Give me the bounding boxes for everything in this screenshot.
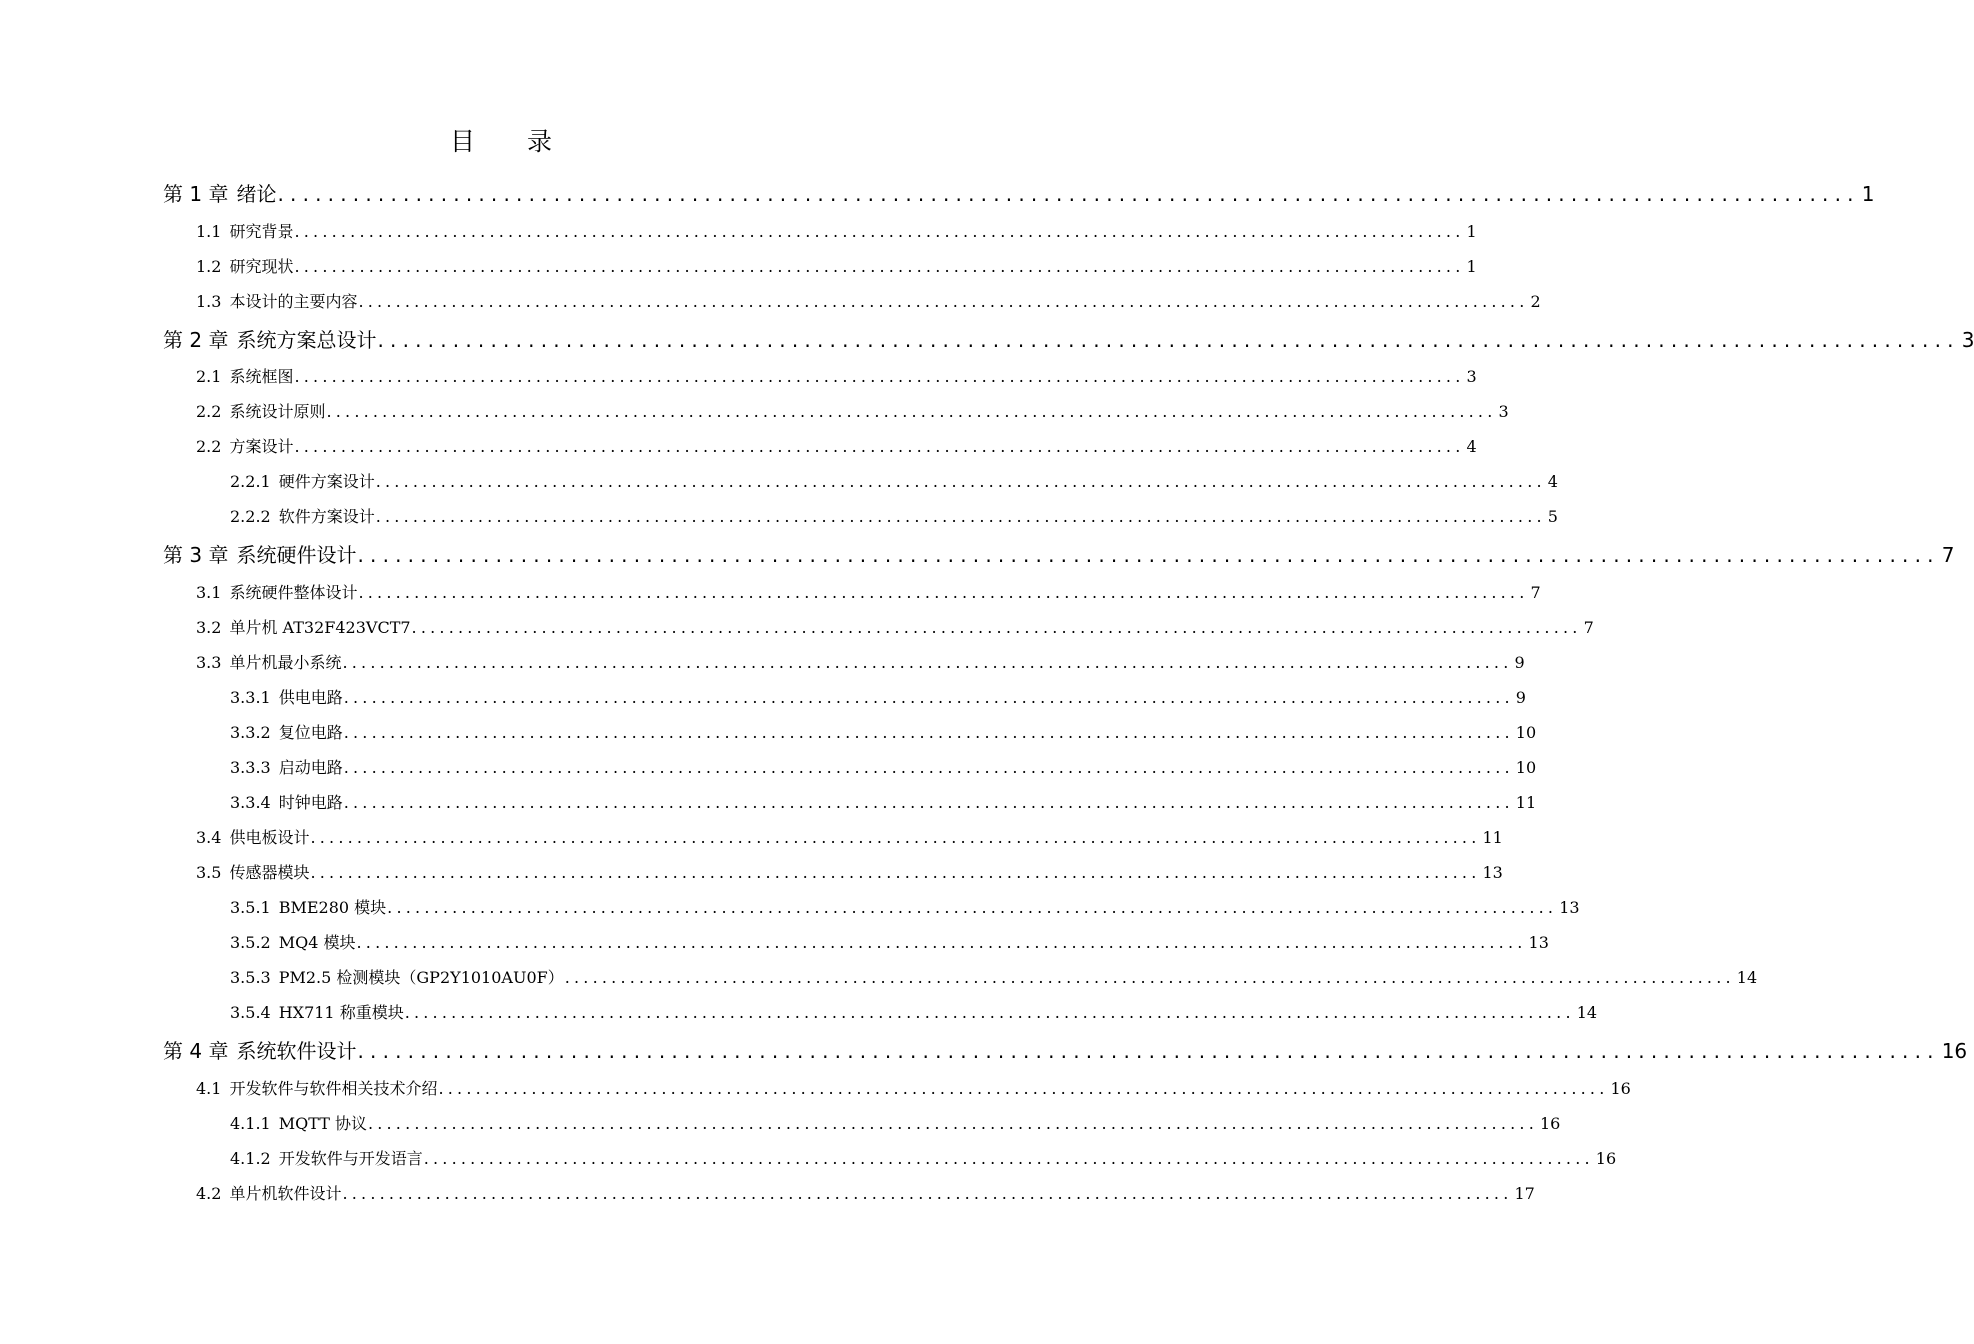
toc-entry-3-3-3[interactable]: 3.3.3 启动电路 .............................................................................................................................. 10 [230, 758, 1537, 777]
toc-entry-2-2[interactable]: 2.2 系统设计原则 .............................................................................................................................. 3 [196, 402, 1509, 421]
toc-entry-3-3[interactable]: 3.3 单片机最小系统 .............................................................................................................................. 9 [196, 653, 1525, 672]
toc-entry-2-2-2[interactable]: 2.2.2 软件方案设计 .............................................................................................................................. 5 [230, 507, 1558, 526]
toc-entry-3-4[interactable]: 3.4 供电板设计 .............................................................................................................................. 11 [196, 828, 1503, 847]
toc-entry-3-3-4[interactable]: 3.3.4 时钟电路 .............................................................................................................................. 11 [230, 793, 1537, 812]
toc-entry-3-3-1[interactable]: 3.3.1 供电电路 .............................................................................................................................. 9 [230, 688, 1526, 707]
toc-entry-3-2[interactable]: 3.2 单片机 AT32F423VCT7 .............................................................................................................................. 7 [196, 618, 1594, 637]
toc-entry-chapter-1[interactable]: 第 1 章 绪论 .............................................................................................................................. 1 [163, 182, 1875, 206]
toc-entry-chapter-3[interactable]: 第 3 章 系统硬件设计 .............................................................................................................................. 7 [163, 543, 1955, 567]
toc-entry-1-1[interactable]: 1.1 研究背景 .............................................................................................................................. 1 [196, 222, 1477, 241]
toc-entry-3-5-2[interactable]: 3.5.2 MQ4 模块 .............................................................................................................................. 13 [230, 933, 1549, 952]
toc-entry-chapter-2[interactable]: 第 2 章 系统方案总设计 .............................................................................................................................. 3 [163, 328, 1974, 352]
toc-entry-2-2-1[interactable]: 2.2.1 硬件方案设计 .............................................................................................................................. 4 [230, 472, 1558, 491]
toc-entry-2-1[interactable]: 2.1 系统框图 .............................................................................................................................. 3 [196, 367, 1477, 386]
toc-entry-3-5-4[interactable]: 3.5.4 HX711 称重模块 .............................................................................................................................. 14 [230, 1003, 1598, 1022]
toc-entry-3-5-1[interactable]: 3.5.1 BME280 模块 .............................................................................................................................. 13 [230, 898, 1580, 917]
toc-entry-4-1-2[interactable]: 4.1.2 开发软件与开发语言 .............................................................................................................................. 16 [230, 1149, 1617, 1168]
toc-title: 目 录 [450, 127, 574, 156]
toc-entry-4-1[interactable]: 4.1 开发软件与软件相关技术介绍 .............................................................................................................................. 16 [196, 1079, 1631, 1098]
toc-entry-3-5[interactable]: 3.5 传感器模块 .............................................................................................................................. 13 [196, 863, 1503, 882]
toc-entry-3-1[interactable]: 3.1 系统硬件整体设计 .............................................................................................................................. 7 [196, 583, 1541, 602]
toc-entry-2-2-design[interactable]: 2.2 方案设计 .............................................................................................................................. 4 [196, 437, 1477, 456]
toc-entry-chapter-4[interactable]: 第 4 章 系统软件设计 .............................................................................................................................. 16 [163, 1039, 1968, 1063]
toc-entry-4-2[interactable]: 4.2 单片机软件设计 .............................................................................................................................. 17 [196, 1184, 1535, 1203]
toc-entry-3-5-3[interactable]: 3.5.3 PM2.5 检测模块（GP2Y1010AU0F） .............................................................................................................................. 14 [230, 968, 1758, 987]
toc-entry-1-2[interactable]: 1.2 研究现状 .............................................................................................................................. 1 [196, 257, 1477, 276]
toc-entry-3-3-2[interactable]: 3.3.2 复位电路 .............................................................................................................................. 10 [230, 723, 1537, 742]
toc-entry-4-1-1[interactable]: 4.1.1 MQTT 协议 .............................................................................................................................. 16 [230, 1114, 1561, 1133]
toc-entry-1-3[interactable]: 1.3 本设计的主要内容 .............................................................................................................................. 2 [196, 292, 1541, 311]
